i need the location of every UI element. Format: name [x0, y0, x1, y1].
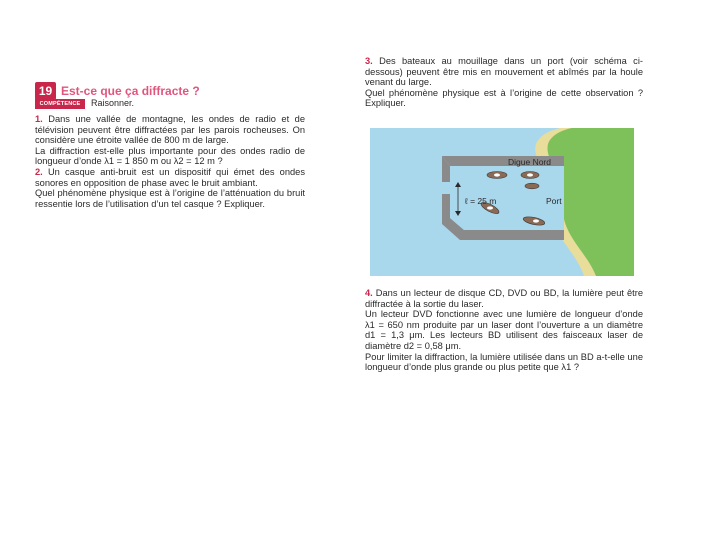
question-1-question: La diffraction est-elle plus importante pour des ondes radio de longueur d’onde λ1 = 1 850 m ou λ2 = 12 m ?: [35, 145, 305, 167]
question-3: [365, 56, 643, 88]
question-3-number: 3.: [365, 56, 373, 66]
question-4-number: 4.: [365, 288, 373, 298]
question-4-text-2: Un lecteur DVD fonctionne avec une lumière de longueur d’onde λ1 = 650 nm produite par un laser dont l’ouverture a un diamètre d1 = 1,3 μm. Les lecteurs BD utilisent des faisceaux laser de diamètre d2 = 0,58 μm.: [365, 309, 643, 351]
digue-label: Digue Nord: [508, 157, 551, 167]
harbour-diagram: [370, 128, 634, 276]
question-1: [35, 114, 305, 146]
question-4-text-1: Dans un lecteur de disque CD, DVD ou BD, la lumière peut être diffractée à la sortie du laser.: [365, 288, 643, 309]
harbour-diagram-svg: [370, 128, 634, 276]
width-label: ℓ = 25 m: [465, 196, 497, 206]
question-4-question: Pour limiter la diffraction, la lumière utilisée dans un BD a-t-elle une longueur d’onde plus grande ou plus petite que λ1 ?: [365, 351, 643, 373]
question-1-text: Dans une vallée de montagne, les ondes de radio et de télévision peuvent être diffractées par les parois rocheuses. On considère une étroite vallée de 800 m de large.: [35, 114, 305, 146]
question-4: [365, 288, 643, 309]
question-1-number: 1.: [35, 114, 43, 124]
left-column: [35, 114, 305, 209]
question-2: [35, 167, 305, 188]
port-label: Port: [546, 196, 562, 206]
question-3-text: Des bateaux au mouillage dans un port (voir schéma ci-dessous) peuvent être mis en mouvement et abîmés par la houle venant du large.: [365, 56, 643, 88]
boat: [521, 172, 539, 179]
question-2-text: Un casque anti-bruit est un dispositif qui émet des ondes sonores en opposition de phase avec le bruit ambiant.: [35, 166, 305, 188]
right-column-bottom: [365, 288, 643, 373]
competence-badge: COMPÉTENCE: [35, 99, 85, 109]
competence-label: Raisonner.: [91, 98, 135, 108]
question-2-question: Quel phénomène physique est à l’origine de l’atténuation du bruit ressentie lors de l’utilisation d’un tel casque ? Expliquer.: [35, 188, 305, 209]
boat: [487, 172, 507, 179]
question-3-question: Quel phénomène physique est à l’origine de cette observation ? Expliquer.: [365, 87, 643, 109]
exercise-title: Est-ce que ça diffracte ?: [61, 84, 200, 98]
right-column-top: [365, 56, 643, 109]
exercise-number: 19: [35, 82, 56, 100]
question-2-number: 2.: [35, 166, 43, 177]
boat: [525, 183, 539, 189]
